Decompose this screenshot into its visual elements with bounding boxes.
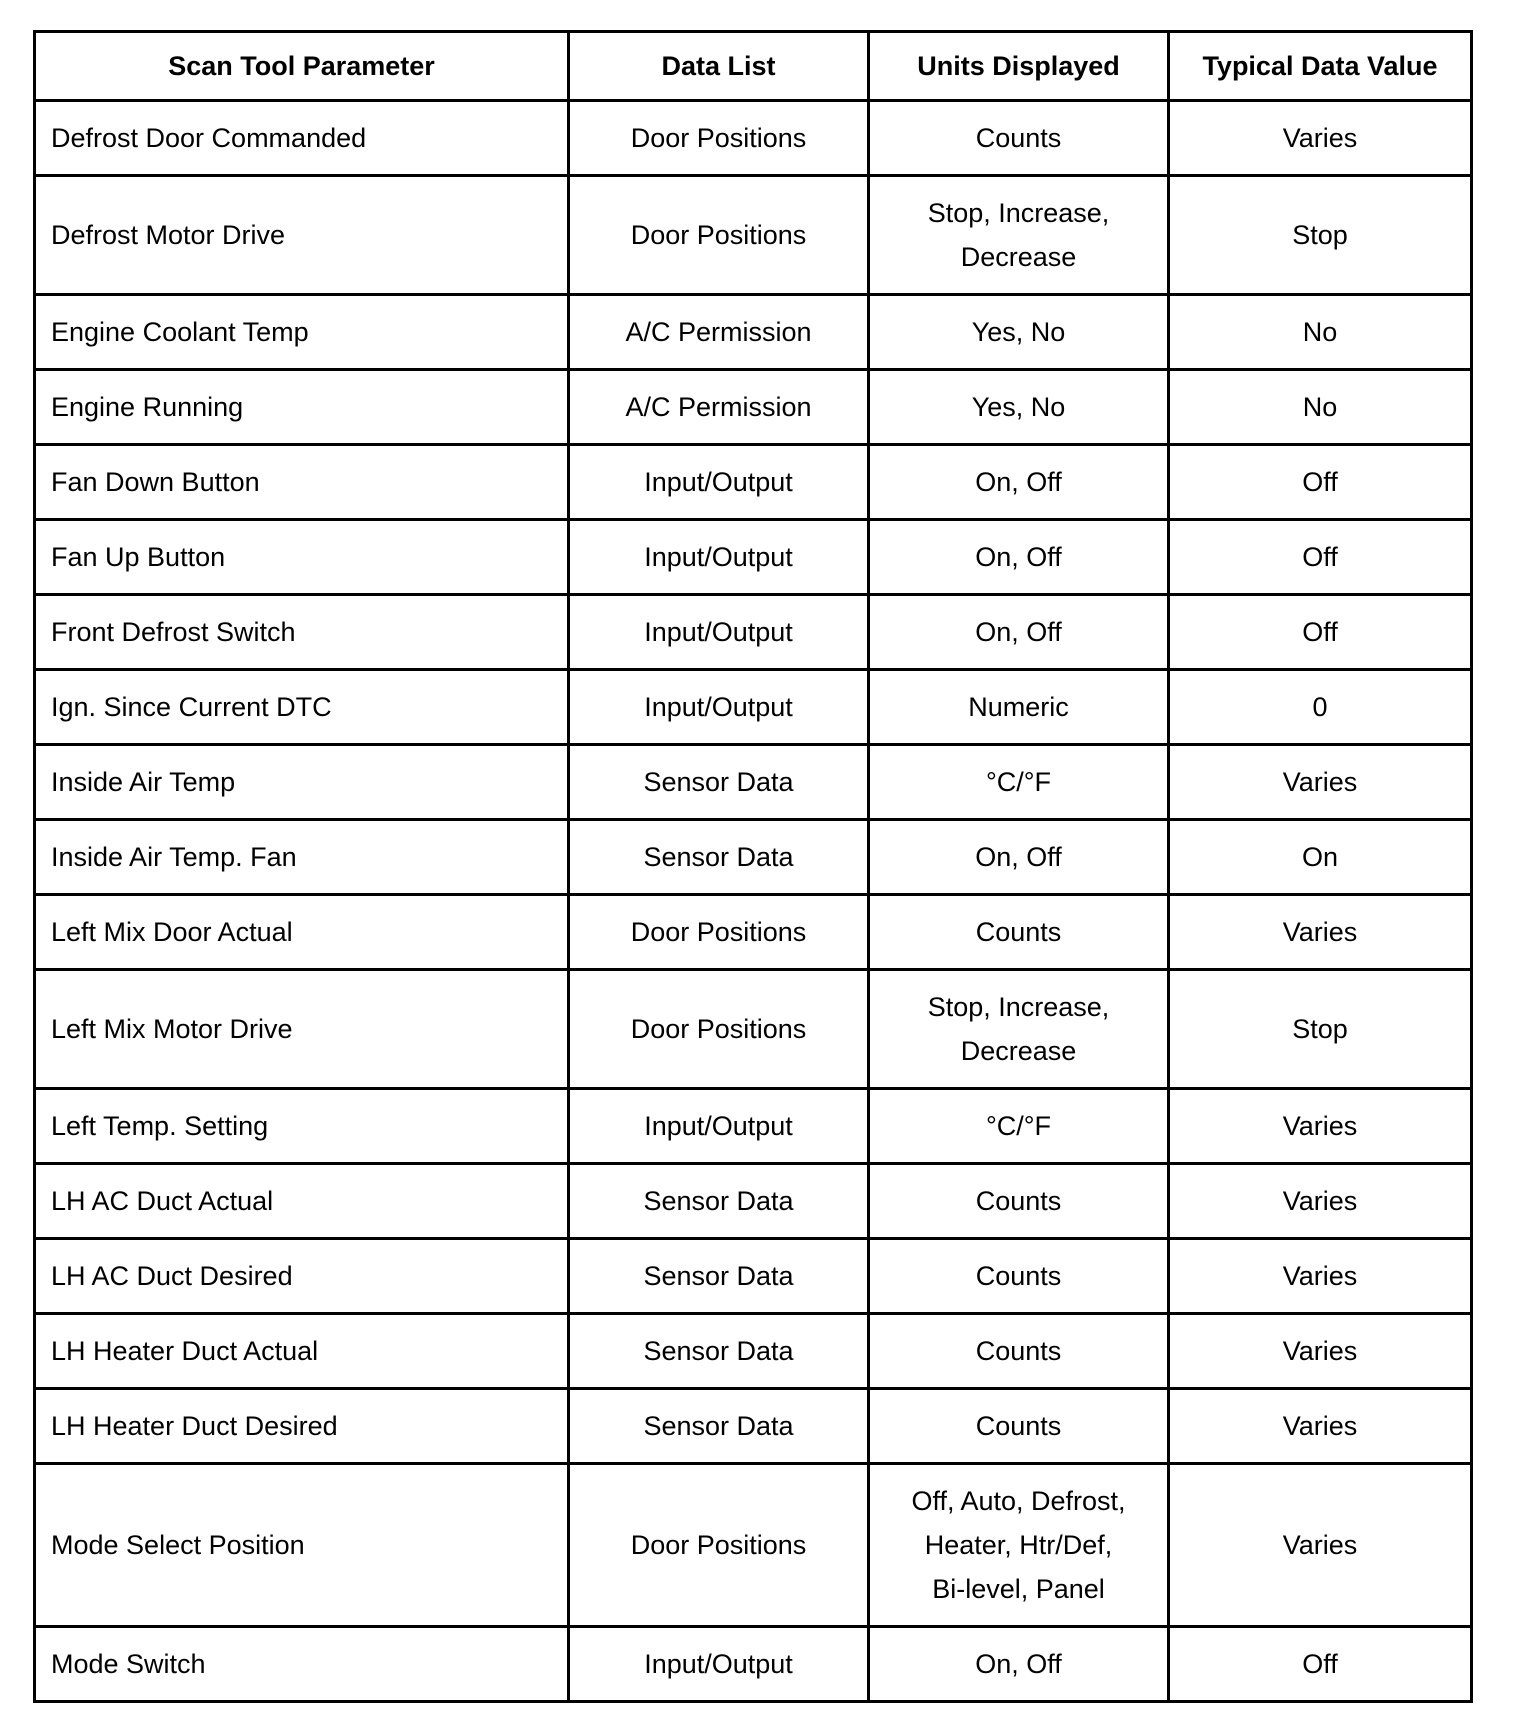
units-line: Yes, No xyxy=(971,317,1066,347)
units-line: Decrease xyxy=(960,1036,1077,1066)
parameter-cell: Left Mix Motor Drive xyxy=(35,970,569,1089)
parameter-cell: Engine Coolant Temp xyxy=(35,295,569,370)
units-line: On, Off xyxy=(975,542,1062,572)
units-cell xyxy=(869,1164,1169,1239)
table-row xyxy=(35,370,1472,445)
data-list-cell: Door Positions xyxy=(569,895,869,970)
units-line: Counts xyxy=(975,917,1062,947)
parameter-cell: Inside Air Temp. Fan xyxy=(35,820,569,895)
units-line: Yes, No xyxy=(971,392,1066,422)
units-line: °C/°F xyxy=(985,1111,1052,1141)
parameter-cell: LH Heater Duct Desired xyxy=(35,1389,569,1464)
typical-value-cell: Off xyxy=(1169,445,1472,520)
data-list-cell: Door Positions xyxy=(569,970,869,1089)
units-cell xyxy=(869,520,1169,595)
units-line: Counts xyxy=(975,1261,1062,1291)
units-cell xyxy=(869,1464,1169,1627)
data-list-cell: A/C Permission xyxy=(569,295,869,370)
typical-value-cell: Varies xyxy=(1169,1464,1472,1627)
data-list-cell: A/C Permission xyxy=(569,370,869,445)
table-row xyxy=(35,445,1472,520)
parameter-cell: Inside Air Temp xyxy=(35,745,569,820)
units-line: On, Off xyxy=(975,467,1062,497)
parameter-cell: Defrost Motor Drive xyxy=(35,176,569,295)
typical-value-cell: No xyxy=(1169,370,1472,445)
units-line: °C/°F xyxy=(985,767,1052,797)
data-list-cell: Sensor Data xyxy=(569,820,869,895)
typical-value-cell: Stop xyxy=(1169,176,1472,295)
data-list-cell: Sensor Data xyxy=(569,745,869,820)
table-row xyxy=(35,101,1472,176)
parameter-cell: Left Temp. Setting xyxy=(35,1089,569,1164)
units-cell xyxy=(869,101,1169,176)
data-list-cell: Input/Output xyxy=(569,445,869,520)
header-scan-tool-parameter: Scan Tool Parameter xyxy=(35,32,569,101)
typical-value-cell: Varies xyxy=(1169,1239,1472,1314)
units-line: Counts xyxy=(975,1411,1062,1441)
units-cell xyxy=(869,595,1169,670)
typical-value-cell: Varies xyxy=(1169,745,1472,820)
parameter-cell: Defrost Door Commanded xyxy=(35,101,569,176)
table-row xyxy=(35,1089,1472,1164)
table-row xyxy=(35,1239,1472,1314)
table-row xyxy=(35,670,1472,745)
units-line: On, Off xyxy=(975,1649,1062,1679)
parameter-cell: Fan Down Button xyxy=(35,445,569,520)
typical-value-cell: Off xyxy=(1169,1627,1472,1702)
data-list-cell: Input/Output xyxy=(569,670,869,745)
table-row xyxy=(35,820,1472,895)
units-cell xyxy=(869,1089,1169,1164)
parameter-cell: Ign. Since Current DTC xyxy=(35,670,569,745)
parameter-cell: Left Mix Door Actual xyxy=(35,895,569,970)
parameter-cell: LH AC Duct Desired xyxy=(35,1239,569,1314)
typical-value-cell: On xyxy=(1169,820,1472,895)
units-cell xyxy=(869,295,1169,370)
units-cell xyxy=(869,820,1169,895)
units-cell xyxy=(869,670,1169,745)
typical-value-cell: No xyxy=(1169,295,1472,370)
data-list-cell: Input/Output xyxy=(569,595,869,670)
table-row xyxy=(35,895,1472,970)
units-line: Bi-level, Panel xyxy=(932,1574,1105,1604)
units-cell xyxy=(869,176,1169,295)
typical-value-cell: Varies xyxy=(1169,1089,1472,1164)
units-line: Numeric xyxy=(968,692,1069,722)
parameter-cell: Front Defrost Switch xyxy=(35,595,569,670)
data-list-cell: Input/Output xyxy=(569,520,869,595)
parameter-cell: LH Heater Duct Actual xyxy=(35,1314,569,1389)
typical-value-cell: Varies xyxy=(1169,1164,1472,1239)
units-cell xyxy=(869,370,1169,445)
units-cell xyxy=(869,745,1169,820)
units-cell xyxy=(869,1239,1169,1314)
units-cell xyxy=(869,895,1169,970)
units-cell xyxy=(869,970,1169,1089)
units-line: On, Off xyxy=(975,842,1062,872)
units-line: Off, Auto, Defrost, xyxy=(911,1486,1126,1516)
units-line: Counts xyxy=(975,123,1062,153)
parameter-cell: LH AC Duct Actual xyxy=(35,1164,569,1239)
table-row xyxy=(35,176,1472,295)
units-line: Stop, Increase, xyxy=(927,198,1110,228)
typical-value-cell: Stop xyxy=(1169,970,1472,1089)
parameter-cell: Fan Up Button xyxy=(35,520,569,595)
table-row xyxy=(35,970,1472,1089)
table-row xyxy=(35,745,1472,820)
parameter-cell: Mode Switch xyxy=(35,1627,569,1702)
table-row xyxy=(35,295,1472,370)
units-line: On, Off xyxy=(975,617,1062,647)
data-list-cell: Door Positions xyxy=(569,1464,869,1627)
units-cell xyxy=(869,1389,1169,1464)
units-line: Stop, Increase, xyxy=(927,992,1110,1022)
parameter-cell: Engine Running xyxy=(35,370,569,445)
header-units-displayed: Units Displayed xyxy=(869,32,1169,101)
data-list-cell: Door Positions xyxy=(569,176,869,295)
units-cell xyxy=(869,1627,1169,1702)
table-row xyxy=(35,1627,1472,1702)
units-cell xyxy=(869,1314,1169,1389)
data-list-cell: Door Positions xyxy=(569,101,869,176)
table-row xyxy=(35,595,1472,670)
typical-value-cell: Off xyxy=(1169,595,1472,670)
table-row xyxy=(35,520,1472,595)
data-list-cell: Sensor Data xyxy=(569,1314,869,1389)
units-line: Heater, Htr/Def, xyxy=(924,1530,1113,1560)
data-list-cell: Sensor Data xyxy=(569,1164,869,1239)
units-line: Counts xyxy=(975,1336,1062,1366)
typical-value-cell: Varies xyxy=(1169,1314,1472,1389)
table-row xyxy=(35,1314,1472,1389)
units-line: Decrease xyxy=(960,242,1077,272)
parameter-cell: Mode Select Position xyxy=(35,1464,569,1627)
units-cell xyxy=(869,445,1169,520)
data-list-cell: Input/Output xyxy=(569,1089,869,1164)
typical-value-cell: Varies xyxy=(1169,895,1472,970)
scan-tool-data-table xyxy=(33,30,1473,1703)
table-row xyxy=(35,1164,1472,1239)
table-row xyxy=(35,1389,1472,1464)
data-list-cell: Input/Output xyxy=(569,1627,869,1702)
header-typical-data-value: Typical Data Value xyxy=(1169,32,1472,101)
typical-value-cell: 0 xyxy=(1169,670,1472,745)
units-line: Counts xyxy=(975,1186,1062,1216)
table-header-row xyxy=(35,32,1472,101)
data-list-cell: Sensor Data xyxy=(569,1239,869,1314)
table-row xyxy=(35,1464,1472,1627)
header-data-list: Data List xyxy=(569,32,869,101)
data-list-cell: Sensor Data xyxy=(569,1389,869,1464)
typical-value-cell: Varies xyxy=(1169,101,1472,176)
typical-value-cell: Varies xyxy=(1169,1389,1472,1464)
typical-value-cell: Off xyxy=(1169,520,1472,595)
